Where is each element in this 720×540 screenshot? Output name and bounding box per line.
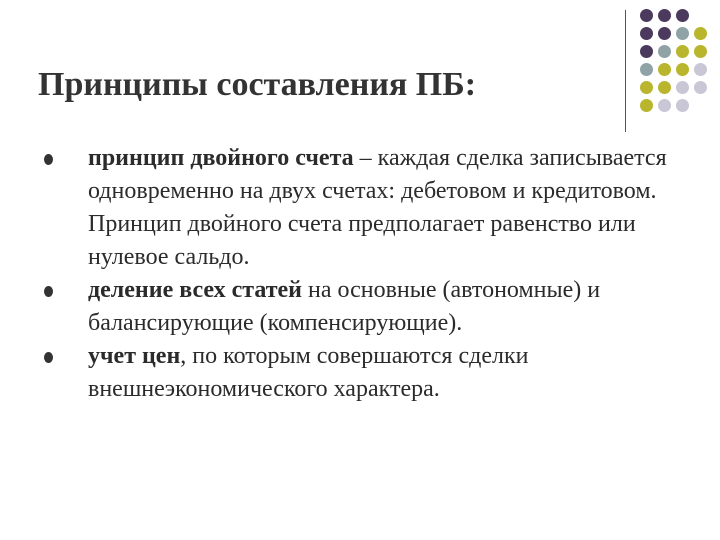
- decorative-dot: [694, 63, 707, 76]
- vertical-divider: [625, 10, 626, 132]
- bullet-text: на основные (автономные) и балансирующие (компенсирующие).: [88, 277, 601, 336]
- slide-title: Принципы составления ПБ:: [38, 66, 477, 103]
- decorative-dot: [658, 9, 671, 22]
- decorative-dot: [694, 27, 707, 40]
- decorative-dot: [640, 9, 653, 22]
- bullet-text: , по которым совершаются сделки внешнеэкономического характера.: [88, 343, 529, 402]
- bullet-list: [40, 142, 680, 406]
- decorative-dot: [676, 45, 689, 58]
- decorative-dot: [640, 99, 653, 112]
- decorative-dot: [640, 81, 653, 94]
- decorative-dot: [676, 27, 689, 40]
- decorative-dot: [658, 99, 671, 112]
- bullet-marker-icon: [44, 286, 53, 297]
- decorative-dot: [676, 9, 689, 22]
- bullet-term: принцип двойного счета: [88, 145, 354, 171]
- decorative-dot: [676, 63, 689, 76]
- decorative-dot: [676, 81, 689, 94]
- bullet-term: учет цен: [88, 343, 181, 369]
- bullet-marker-icon: [44, 154, 53, 165]
- bullet-term: деление всех статей: [88, 277, 302, 303]
- decorative-dot: [640, 63, 653, 76]
- decorative-dot: [640, 45, 653, 58]
- decorative-dot: [694, 81, 707, 94]
- bullet-item: [40, 142, 680, 274]
- decorative-dot: [658, 63, 671, 76]
- bullet-item: [40, 274, 680, 340]
- decorative-dot: [658, 27, 671, 40]
- decorative-dot: [658, 45, 671, 58]
- bullet-item: [40, 340, 680, 406]
- decorative-dot: [676, 99, 689, 112]
- decorative-dot: [658, 81, 671, 94]
- decorative-dot-grid: [640, 9, 720, 129]
- bullet-text: – каждая сделка записывается одновременно на двух счетах: дебетовом и кредитовом. Принцип двойного счета предполагает равенство или нулевое сальдо.: [88, 145, 667, 270]
- decorative-dot: [694, 45, 707, 58]
- bullet-marker-icon: [44, 352, 53, 363]
- decorative-dot: [640, 27, 653, 40]
